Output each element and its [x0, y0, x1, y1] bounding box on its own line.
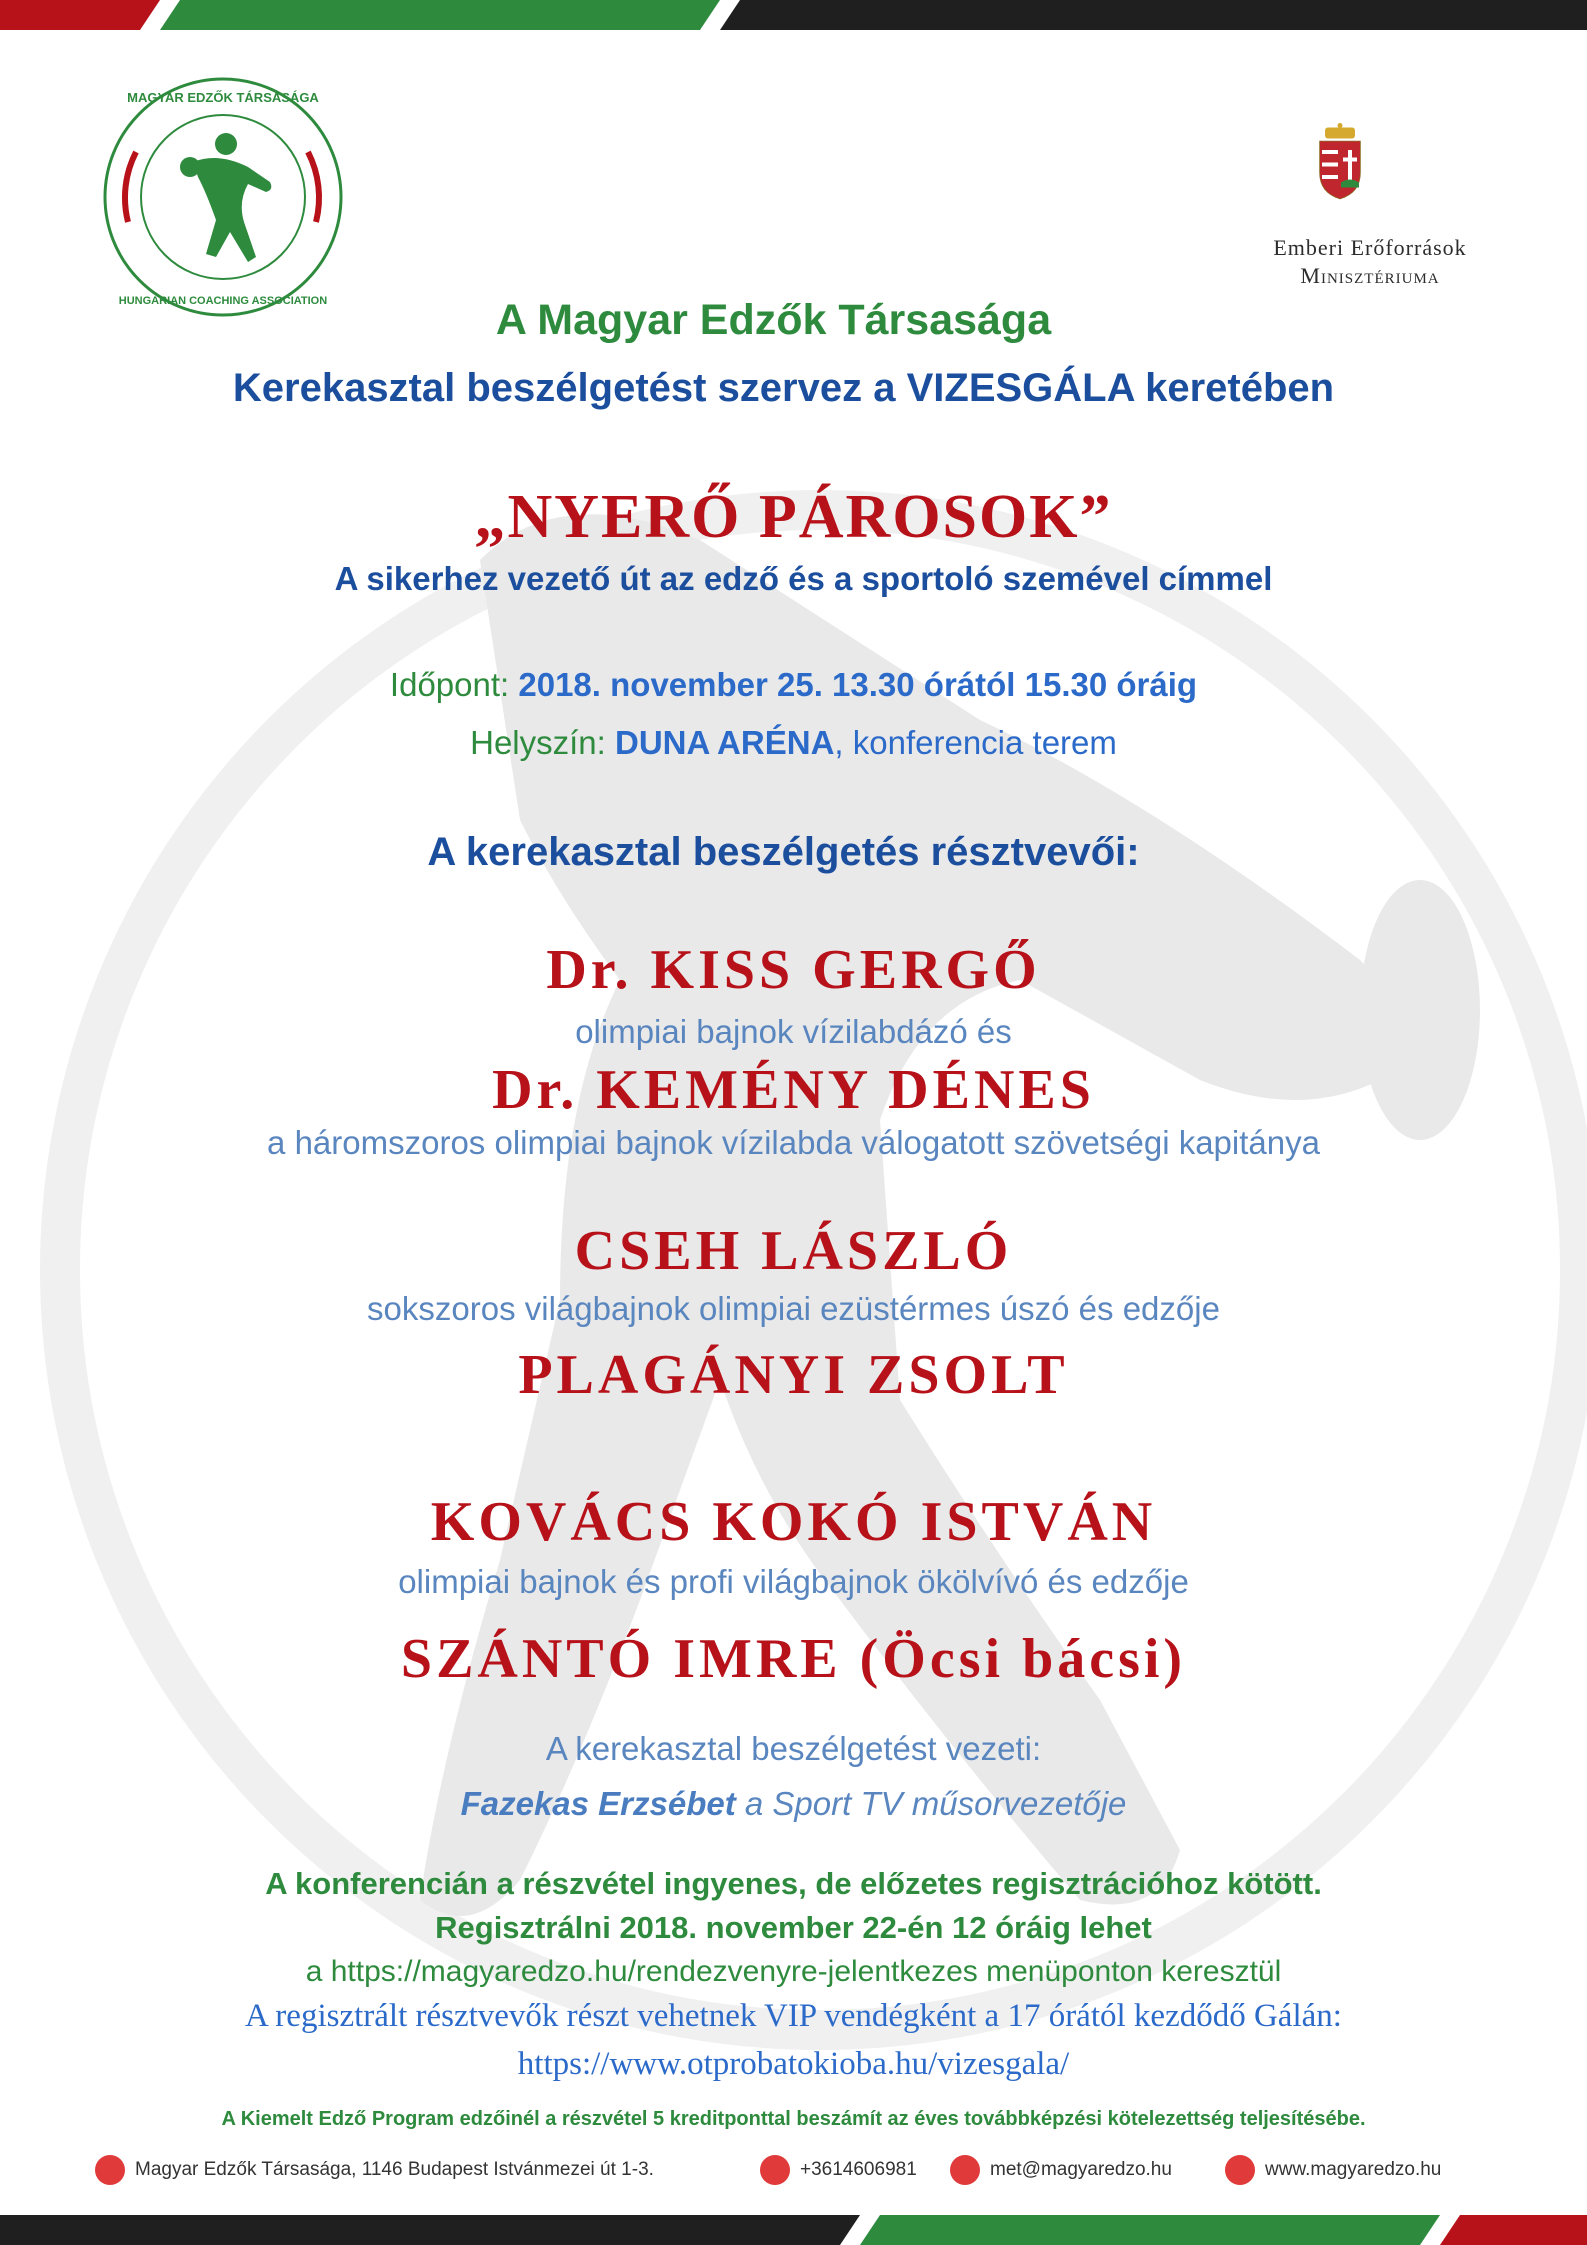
registration-line-2: Regisztrálni 2018. november 22-én 12 óráig lehet: [435, 1910, 1152, 1945]
moderator: [0, 1785, 1587, 1823]
participants-heading: A kerekasztal beszélgetés résztvevői:: [427, 830, 1140, 874]
participant-desc: olimpiai bajnok és profi világbajnok ökölvívó és edzője: [398, 1563, 1189, 1600]
footer-web[interactable]: [1225, 2150, 1441, 2190]
footer-contacts: [0, 2150, 1587, 2190]
globe-icon: [1225, 2155, 1255, 2185]
footer-address: [95, 2150, 654, 2190]
registration-line-1: A konferencián a részvétel ingyenes, de előzetes regisztrációhoz kötött.: [265, 1866, 1322, 1901]
participant-name: CSEH LÁSZLÓ: [574, 1220, 1013, 1282]
moderator-role: a Sport TV műsorvezetője: [735, 1785, 1127, 1822]
mail-icon: [95, 2155, 125, 2185]
credit-note: A Kiemelt Edző Program edzőinél a részvétel 5 kreditponttal beszámít az éves továbbképzési kötelezettség teljesítésébe.: [221, 2108, 1366, 2130]
logo-ring-text-bottom: HUNGARIAN COACHING ASSOCIATION: [118, 295, 328, 307]
event-time-value: 2018. november 25. 13.30 órától 15.30 óráig: [518, 666, 1198, 703]
met-logo: [98, 72, 348, 322]
footer-phone: [760, 2150, 917, 2190]
ministry-name-line1: Emberi Erőforrások: [1273, 235, 1467, 260]
ministry-name-line2: Minisztériuma: [1300, 263, 1440, 288]
event-location: [0, 724, 1587, 762]
footer-email-text[interactable]: met@magyaredzo.hu: [990, 2159, 1172, 2180]
moderator-label: A kerekasztal beszélgetést vezeti:: [545, 1730, 1042, 1767]
event-location-room: , konferencia terem: [834, 724, 1117, 761]
participant-name: SZÁNTÓ IMRE (Öcsi bácsi): [400, 1628, 1187, 1690]
hungarian-coat-of-arms-icon: [1305, 105, 1445, 235]
footer-phone-text: +3614606981: [800, 2159, 917, 2180]
footer-web-text[interactable]: www.magyaredzo.hu: [1265, 2159, 1442, 2180]
logo-ring-text: MAGYAR EDZŐK TÁRSASÁGA: [127, 90, 319, 105]
event-location-venue: DUNA ARÉNA: [615, 724, 835, 761]
organizer-title: A Magyar Edzők Társasága: [495, 296, 1052, 344]
participant-name: KOVÁCS KOKÓ ISTVÁN: [430, 1491, 1157, 1553]
participant-desc: sokszoros világbajnok olimpiai ezüstérmes úszó és edzője: [367, 1290, 1220, 1327]
participant-desc: olimpiai bajnok vízilabdázó és: [575, 1013, 1012, 1050]
moderator-name: Fazekas Erzsébet: [460, 1785, 736, 1822]
registration-line-3: a https://magyaredzo.hu/rendezvenyre-jelentkezes menüponton keresztül: [305, 1955, 1282, 1988]
event-subtitle: Kerekasztal beszélgetést szervez a VIZESGÁLA keretében: [232, 366, 1335, 410]
participant-desc: a háromszoros olimpiai bajnok vízilabda válogatott szövetségi kapitánya: [267, 1124, 1320, 1161]
registration-link[interactable]: https://www.otprobatokioba.hu/vizesgala/: [517, 2046, 1070, 2082]
event-title: „NYERŐ PÁROSOK”: [474, 483, 1113, 551]
event-location-label: Helyszín:: [470, 724, 606, 761]
event-time: [0, 666, 1587, 704]
participant-name: PLAGÁNYI ZSOLT: [518, 1344, 1069, 1406]
registration-line-4: A regisztrált résztvevők részt vehetnek VIP vendégként a 17 órától kezdődő Gálán:: [245, 1998, 1342, 2034]
bottom-color-bar: [0, 2215, 1587, 2245]
participant-name: Dr. KISS GERGŐ: [546, 939, 1041, 1001]
footer-address-text: Magyar Edzők Társasága, 1146 Budapest Istvánmezei út 1-3.: [135, 2159, 654, 2180]
event-title-sub: A sikerhez vezető út az edző és a sportoló szemével címmel: [334, 560, 1273, 597]
participant-name: Dr. KEMÉNY DÉNES: [492, 1059, 1095, 1121]
footer-email[interactable]: [950, 2150, 1172, 2190]
phone-icon: [760, 2155, 790, 2185]
at-icon: [950, 2155, 980, 2185]
event-time-label: Időpont:: [389, 666, 510, 703]
